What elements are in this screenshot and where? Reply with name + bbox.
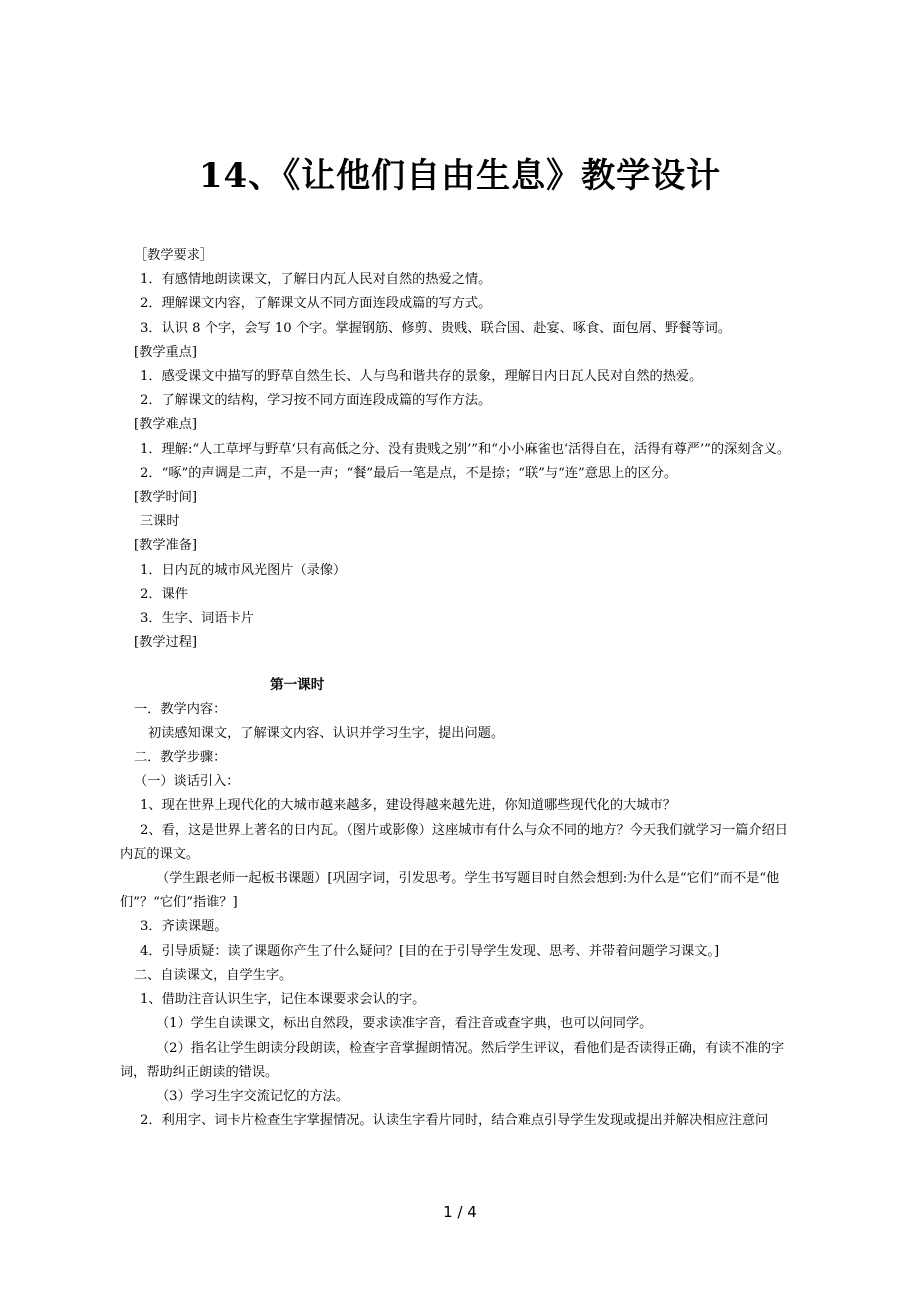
preparation-item: 2．课件 (140, 586, 188, 602)
requirement-item: 1．有感情地朗读课文，了解日内瓦人民对自然的热爱之情。 (140, 272, 492, 288)
preparation-item: 3．生字、词语卡片 (140, 611, 254, 627)
intro-step: 4．引导质疑：读了课题你产生了什么疑问？[目的在于引导学生发现、思考、并带着问题学习课文。] (140, 943, 720, 959)
requirement-item: 2．理解课文内容，了解课文从不同方面连段成篇的写方式。 (140, 296, 492, 312)
difficulty-item: 2．“啄”的声调是二声，不是一声；“餐”最后一笔是点，不是捺；“联”与“连”意思上的区分。 (140, 465, 678, 481)
key-point-item: 1．感受课文中描写的野草自然生长、人与鸟和谐共存的景象，理解日内日瓦人民对自然的热爱。 (140, 369, 703, 385)
section-heading-time: [教学时间] (134, 490, 198, 506)
document-body (120, 244, 800, 1133)
intro-step: 3．齐读课题。 (140, 919, 228, 935)
teaching-time-value: 三课时 (140, 514, 180, 530)
steps-heading: 二．教学步骤： (134, 750, 227, 766)
preparation-item: 1．日内瓦的城市风光图片（录像） (140, 562, 347, 578)
section-heading-difficulties: [教学难点] (134, 417, 198, 433)
self-study-substep: （2）指名让学生朗读分段朗读，检查字音掌握朗情况。然后学生评议，看他们是否读得正确，有读不准的字词，帮助纠正朗读的错误。 (120, 1040, 785, 1080)
spacer (120, 655, 800, 673)
content-text: 初读感知课文，了解课文内容、认识并学习生字，提出问题。 (148, 725, 505, 741)
self-study-step: 2．利用字、词卡片检查生字掌握情况。认读生字看片同时，结合难点引导学生发现或提出并解决相应注意问 (140, 1113, 769, 1129)
section-heading-process: [教学过程] (134, 635, 198, 651)
key-point-item: 2．了解课文的结构，学习按不同方面连段成篇的写作方法。 (140, 393, 492, 409)
self-study-step: 1、借助注音认识生字，记住本课要求会认的字。 (140, 992, 426, 1008)
lesson-title: 第一课时 (270, 677, 325, 694)
self-study-substep: （1）学生自读课文，标出自然段，要求读准字音，看注音或查字典，也可以问同学。 (156, 1016, 653, 1032)
document-title: 14、《让他们自由生息》教学设计 (198, 156, 722, 196)
self-study-heading: 二、自读课文，自学生字。 (134, 967, 293, 983)
section-heading-key-points: [教学重点] (134, 344, 198, 360)
intro-step: 2、看，这是世界上著名的日内瓦。（图片或影像）这座城市有什么与众不同的地方？今天我们就学习一篇介绍日内瓦的课文。 (120, 822, 788, 862)
requirement-item: 3．认识 8 个字，会写 10 个字。掌握钢筋、修剪、贵贱、联合国、赴宴、啄食、面包屑、野餐等词。 (140, 320, 732, 336)
intro-heading: （一）谈话引入： (134, 774, 240, 790)
page-number: 1 / 4 (443, 1203, 477, 1221)
intro-note: （学生跟老师一起板书课题）[巩固字词，引发思考。学生书写题目时自然会想到:为什么是“它们”而不是“他们”？“它们”指谁？] (120, 871, 780, 911)
difficulty-item: 1．理解:“人工草坪与野草‘只有高低之分、没有贵贱之别’”和“小小麻雀也‘活得自在，活得有尊严’”的深刻含义。 (140, 441, 791, 457)
section-heading-preparation: [教学准备] (134, 538, 198, 554)
section-heading-requirements: ［教学要求］ (134, 248, 214, 263)
intro-step: 1、现在世界上现代化的大城市越来越多，建设得越来越先进，你知道哪些现代化的大城市？ (140, 798, 676, 814)
self-study-substep: （3）学习生字交流记忆的方法。 (156, 1088, 350, 1104)
content-heading: 一．教学内容： (134, 701, 227, 717)
